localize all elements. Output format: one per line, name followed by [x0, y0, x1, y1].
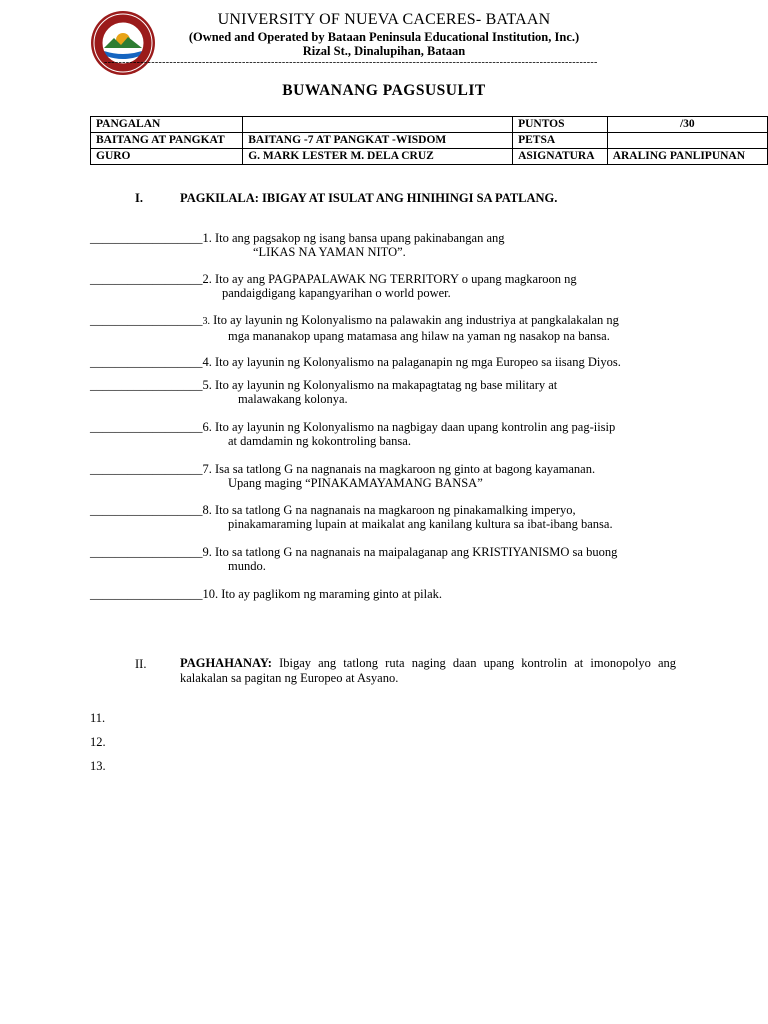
section-2-number: II. — [135, 657, 147, 671]
teacher-value: G. MARK LESTER M. DELA CRUZ — [243, 149, 513, 165]
label-baitang: BAITANG AT PANGKAT — [91, 133, 243, 149]
question-number: 7. — [202, 462, 212, 476]
question-text-cont: mundo. — [228, 559, 266, 573]
question-item — [90, 503, 613, 531]
label-asignatura: ASIGNATURA — [513, 149, 608, 165]
answer-line-12[interactable]: 12. — [90, 735, 106, 749]
answer-blank[interactable]: __________________ — [90, 231, 203, 245]
question-number: 8. — [202, 503, 212, 517]
answer-blank[interactable]: __________________ — [90, 587, 203, 601]
question-number: 5. — [202, 378, 212, 392]
label-petsa: PETSA — [513, 133, 608, 149]
question-item — [90, 420, 615, 448]
question-text-cont: pinakamaraming lupain at maikalat ang kanilang kultura sa ibat-ibang bansa. — [228, 517, 613, 531]
answer-blank[interactable]: __________________ — [90, 313, 203, 327]
answer-blank[interactable]: __________________ — [90, 545, 203, 559]
answer-blank[interactable]: __________________ — [90, 462, 203, 476]
question-number: 4. — [202, 355, 212, 369]
question-text: Ito sa tatlong G na nagnanais na maipalaganap ang KRISTIYANISMO sa buong — [215, 545, 618, 559]
section-1-heading: PAGKILALA: IBIGAY AT ISULAT ANG HINIHINGI SA PATLANG. — [180, 191, 558, 205]
name-field[interactable] — [243, 117, 513, 133]
grade-section-value: BAITANG -7 AT PANGKAT -WISDOM — [243, 133, 513, 149]
table-row — [91, 117, 768, 133]
question-number: 9. — [202, 545, 212, 559]
label-puntos: PUNTOS — [513, 117, 608, 133]
subject-value: ARALING PANLIPUNAN — [607, 149, 767, 165]
header-divider: ---------------------------------------------------------------------------------------------------------------------------------------- — [104, 58, 598, 68]
question-text: Isa sa tatlong G na nagnanais na magkaroon ng ginto at bagong kayamanan. — [215, 462, 596, 476]
score-field[interactable]: /30 — [607, 117, 767, 133]
question-number: 2. — [202, 272, 212, 286]
question-text: Ito ay paglikom ng maraming ginto at pilak. — [221, 587, 443, 601]
question-text-cont: mga mananakop upang matamasa ang hilaw na yaman ng nasakop na bansa. — [228, 329, 610, 343]
answer-line-13[interactable]: 13. — [90, 759, 106, 773]
question-item — [90, 272, 577, 300]
question-item — [90, 313, 619, 343]
question-text: Ito ay layunin ng Kolonyalismo na palawakin ang industriya at pangkalakalan ng — [213, 313, 619, 327]
info-table — [90, 116, 768, 165]
exam-title: BUWANANG PAGSUSULIT — [282, 82, 486, 99]
question-item — [90, 231, 505, 259]
answer-blank[interactable]: __________________ — [90, 503, 203, 517]
address-line: Rizal St., Dinalupihan, Bataan — [302, 44, 466, 58]
question-item — [90, 462, 595, 490]
table-row — [91, 133, 768, 149]
label-guro: GURO — [91, 149, 243, 165]
question-number: 10. — [202, 587, 219, 601]
question-text: Ito ang pagsakop ng isang bansa upang pakinabangan ang — [215, 231, 505, 245]
date-field[interactable] — [607, 133, 767, 149]
answer-line-11[interactable]: 11. — [90, 711, 106, 725]
section-2-instructions — [180, 656, 676, 686]
answer-blank[interactable]: __________________ — [90, 378, 203, 392]
question-number: 3. — [202, 316, 210, 327]
table-row — [91, 149, 768, 165]
section-2-heading: PAGHAHANAY: — [180, 656, 272, 670]
question-item — [90, 545, 617, 573]
question-number: 1. — [202, 231, 212, 245]
university-name: UNIVERSITY OF NUEVA CACERES- BATAAN — [217, 11, 551, 28]
section-2-text: Ibigay ang tatlong ruta naging daan upang kontrolin at imonopolyo ang kalakalan sa pagitan ng Europeo at Asyano. — [180, 656, 676, 685]
owner-line: (Owned and Operated by Bataan Peninsula Educational Institution, Inc.) — [188, 30, 580, 44]
answer-blank[interactable]: __________________ — [90, 355, 203, 369]
question-text: Ito ay layunin ng Kolonyalismo na makapagtatag ng base military at — [215, 378, 558, 392]
question-text: Ito sa tatlong G na nagnanais na magkaroon ng pinakamalking imperyo, — [215, 503, 576, 517]
question-item — [90, 378, 557, 406]
section-1-number: I. — [135, 191, 143, 205]
answer-blank[interactable]: __________________ — [90, 420, 203, 434]
question-number: 6. — [202, 420, 212, 434]
question-text: Ito ay ang PAGPAPALAWAK NG TERRITORY o upang magkaroon ng — [215, 272, 577, 286]
label-pangalan: PANGALAN — [91, 117, 243, 133]
question-text-cont: malawakang kolonya. — [238, 392, 348, 406]
question-text-cont: pandaigdigang kapangyarihan o world power. — [222, 286, 451, 300]
question-text-cont: “LIKAS NA YAMAN NITO”. — [253, 245, 406, 259]
question-item — [90, 355, 621, 369]
question-text: Ito ay layunin ng Kolonyalismo na palaganapin ng mga Europeo sa iisang Diyos. — [215, 355, 621, 369]
question-item — [90, 587, 442, 601]
question-text-cont: at damdamin ng kokontroling bansa. — [228, 434, 411, 448]
answer-blank[interactable]: __________________ — [90, 272, 203, 286]
question-text-cont: Upang maging “PINAKAMAYAMANG BANSA” — [228, 476, 483, 490]
question-text: Ito ay layunin ng Kolonyalismo na nagbigay daan upang kontrolin ang pag-iisip — [215, 420, 616, 434]
